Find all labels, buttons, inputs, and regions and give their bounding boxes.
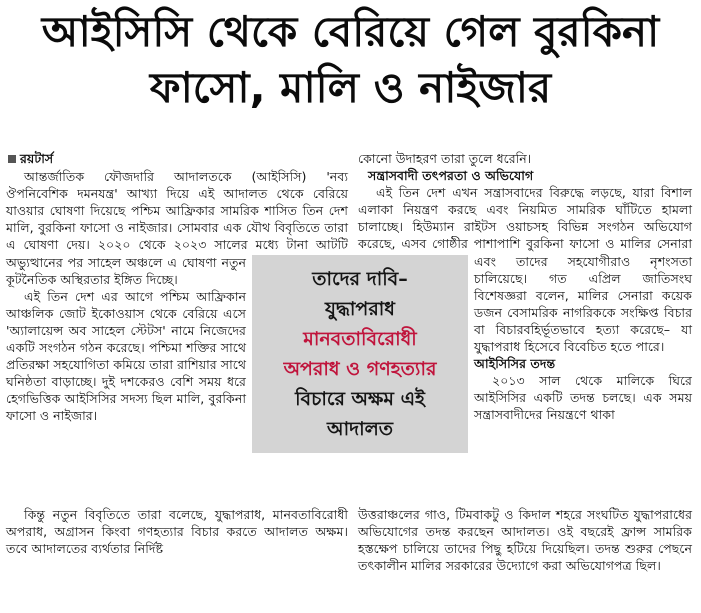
subhead-militancy: সন্ত্রাসবাদী তৎপরতা ও অভিযোগ: [368, 168, 534, 184]
headline: [8, 4, 693, 116]
left-paragraph-2: এই তিন দেশ এর আগে পশ্চিম আফ্রিকান আঞ্চলিক জোট ইকোওয়াস থেকে বেরিয়ে এসে 'অ্যালায়েন্স অব সাহেল স্টেটস' নামে নিজেদের একটি সংগঠন গঠন করেছে। পশ্চিমা শক্তির সাথে প্রতিরক্ষা সহযোগিতা কমিয়ে তারা রাশিয়ার সাথে ঘনিষ্ঠতা বাড়াচ্ছে। দুই দশকেরও বেশি সময় ধরে হেগভিত্তিক আইসিসির সদস্য ছিল মালি, বুরকিনা ফাসো ও নাইজার।: [6, 288, 246, 424]
pull-quote-line-5: বিচারে অক্ষম এই: [295, 388, 425, 410]
lower-right-text: [358, 506, 692, 574]
headline-line-1: আইসিসি থেকে বেরিয়ে গেল বুরকিনা: [41, 7, 660, 56]
pull-quote-line-4: অপরাধ ও গণহত্যার: [283, 358, 437, 380]
lower-right-paragraph: উত্তরাঞ্চলের গাও, টিমবাকটু ও কিদাল শহরে সংঘটিত যুদ্ধাপরাধের অভিযোগের তদন্ত করছেন আদালত। ওই বছরেই ফ্রান্স সামরিক হস্তক্ষেপ চালিয়ে তাদের পিছু হটিয়ে দিয়েছিল। তদন্ত শুরুর পেছনে তৎকালীন মালির সরকারের উদ্যোগে করা অভিযোগপত্র ছিল।: [358, 507, 692, 574]
lower-left-text: [6, 506, 348, 557]
pull-quote-box: [252, 255, 468, 453]
square-bullet-icon: [8, 155, 16, 163]
pull-quote-line-2: যুদ্ধাপরাধ: [325, 298, 395, 320]
headline-line-2: ফাসো, মালি ও নাইজার: [149, 63, 552, 112]
right-paragraph-1: এই তিন দেশ এখন সন্ত্রাসবাদের বিরুদ্ধে লড়ছে, যারা বিশাল এলাকা নিয়ন্ত্রণ করছে এবং নিয়মিত সামরিক ঘাঁটিতে হামলা চালাচ্ছে। হিউম্যান রাইটস ওয়াচসহ বিভিন্ন সংগঠন অভিযোগ করেছে, এসব গোষ্ঠীর পাশাপাশি বুরকিনা ফাসো ও মালির সেনারা এবং তাদের সহযোগীরাও নৃশংসতা চালিয়েছে। গত এপ্রিল জাতিসংঘ বিশেষজ্ঞরা বলেন, মালির সেনারা কয়েক ডজন বেসামরিক নাগরিককে সংক্ষিপ্ত বিচার বা বিচারবহির্ভূতভাবে হত্যা করেছে– যা যুদ্ধাপরাধ হিসেবে বিবেচিত হতে পারে।: [358, 185, 692, 355]
left-paragraph-1: আন্তর্জাতিক ফৌজদারি আদালতকে (আইসিসি) 'নব্য ঔপনিবেশিক দমনযন্ত্র' আখ্যা দিয়ে এই আদালত থেকে বেরিয়ে যাওয়ার ঘোষণা দিয়েছে পশ্চিম আফ্রিকার সামরিক শাসিত তিন দেশ মালি, বুরকিনা ফাসো ও নাইজার। সোমবার এক যৌথ বিবৃতিতে তারা এ ঘোষণা দেয়। ২০২০ থেকে ২০২৩ সালের মধ্যে টানা আটটি অভ্যুত্থানের পর সাহেল অঞ্চলে এ ঘোষণা নতুন কূটনৈতিক অস্থিরতার ইঙ্গিত দিচ্ছে।: [6, 169, 348, 287]
pull-quote-line-6: আদালত: [326, 418, 394, 440]
subhead-icc-investigation: আইসিসির তদন্ত: [474, 356, 556, 372]
right-paragraph-2: ২০১৩ সাল থেকে মালিকে ঘিরে আইসিসির একটি তদন্ত চলছে। এক সময় সন্ত্রাসবাদীদের নিয়ন্ত্রণে থাকা: [474, 373, 692, 423]
lower-left-paragraph: কিন্তু নতুন বিবৃতিতে তারা বলেছে, যুদ্ধাপরাধ, মানবতাবিরোধী অপরাধ, অগ্রাসন কিংবা গণহত্যার বিচার করতে আদালত অক্ষম। তবে আদালতের ব্যর্থতার নির্দিষ্ট: [6, 507, 348, 557]
right-paragraph-0: কোনো উদাহরণ তারা তুলে ধরেনি।: [358, 151, 532, 166]
pull-quote-line-3: মানবতাবিরোধী: [303, 328, 417, 350]
byline-text: রয়টার্স: [20, 151, 54, 166]
pull-quote-line-1: তাদের দাবি–: [312, 268, 408, 290]
byline: [8, 150, 348, 167]
